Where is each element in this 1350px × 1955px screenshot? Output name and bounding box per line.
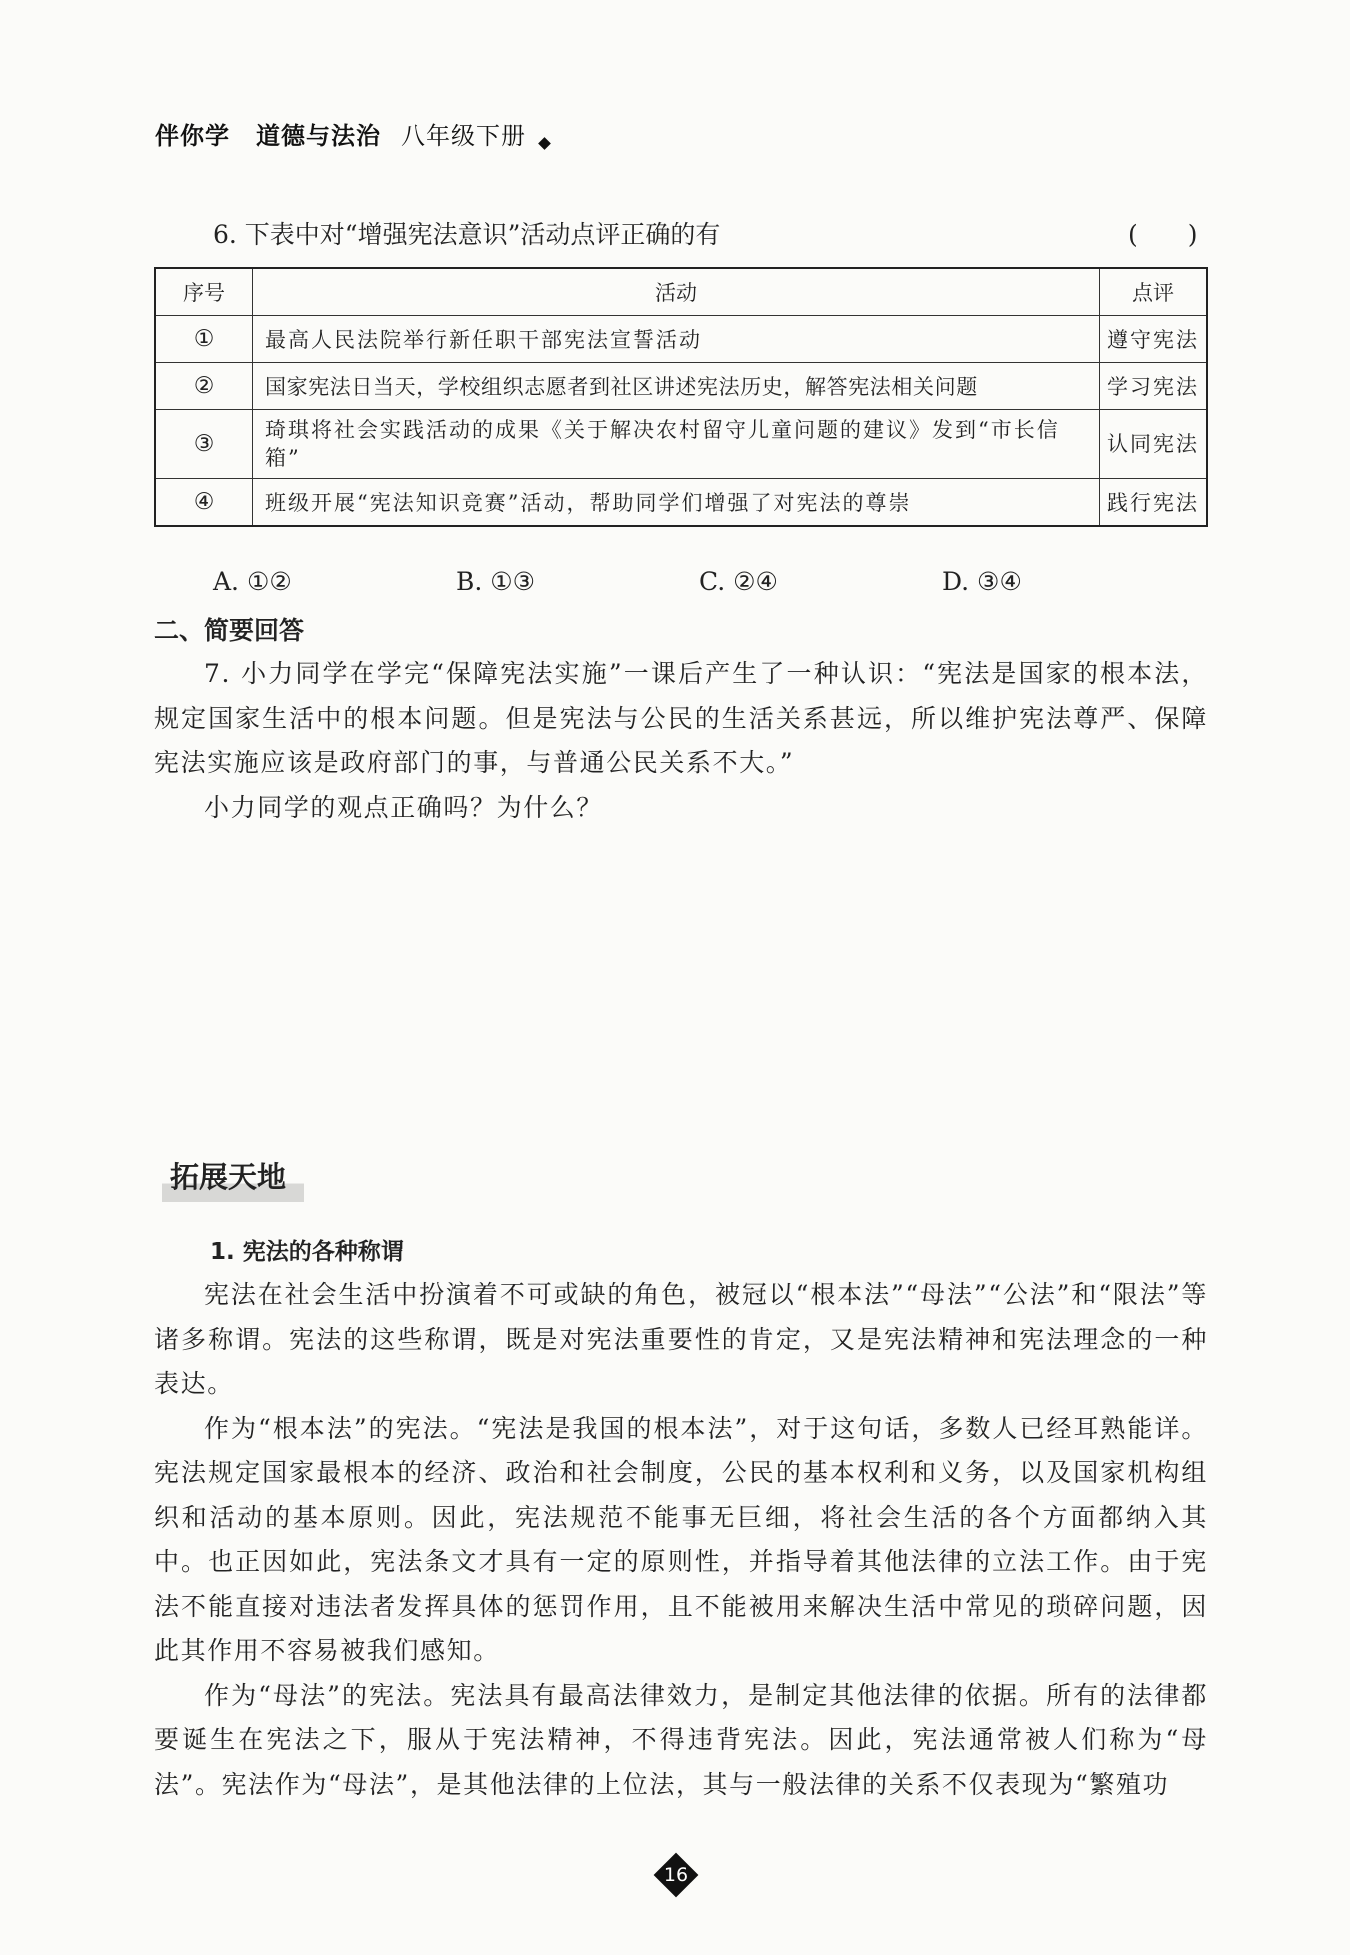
row-comment: 认同宪法 [1100,410,1208,479]
paragraph: 作为“根本法”的宪法。“宪法是我国的根本法”，对于这句话，多数人已经耳熟能详。宪法规定国家最根本的经济、政治和社会制度，公民的基本权利和义务，以及国家机构组织和活动的基本原则。因此，宪法规范不能事无巨细，将社会生活的各个方面都纳入其中。也正因如此，宪法条文才具有一定的原则性，并指导着其他法律的立法工作。由于宪法不能直接对违法者发挥具体的惩罚作用，且不能被用来解决生活中常见的琐碎问题，因此其作用不容易被我们感知。 [154,1413,1208,1665]
extension-heading: 1. 宪法的各种称谓 [210,1239,404,1265]
table-row [155,316,1207,363]
question-7 [154,652,1208,830]
option-a: A. ①② [213,567,292,596]
option-d: D. ③④ [942,567,1022,596]
row-activity: 琦琪将社会实践活动的成果《关于解决农村留守儿童问题的建议》发到“市长信箱” [253,410,1100,479]
diamond-icon [538,137,551,150]
row-activity: 班级开展“宪法知识竞赛”活动，帮助同学们增强了对宪法的尊崇 [253,479,1100,527]
col-header-num: 序号 [155,268,253,316]
row-comment: 学习宪法 [1100,363,1208,410]
question-6: 6. 下表中对“增强宪法意识”活动点评正确的有 [213,220,721,249]
col-header-activity: 活动 [253,268,1100,316]
paragraph: 宪法在社会生活中扮演着不可或缺的角色，被冠以“根本法”“母法”“公法”和“限法”等诸多称谓。宪法的这些称谓，既是对宪法重要性的肯定，又是宪法精神和宪法理念的一种表达。 [154,1280,1208,1398]
row-num: ① [155,316,253,363]
option-c: C. ②④ [699,567,778,596]
row-activity: 最高人民法院举行新任职干部宪法宣誓活动 [253,316,1100,363]
row-num: ③ [155,410,253,479]
col-header-comment: 点评 [1100,268,1208,316]
table-row [155,479,1207,527]
row-num: ② [155,363,253,410]
series-name: 伴你学 [155,122,230,150]
table-header-row [155,268,1207,316]
page-number-badge [654,1853,698,1897]
answer-blank: ( ) [1128,220,1198,249]
q7-ask: 小力同学的观点正确吗？为什么？ [204,792,604,822]
activity-table [154,267,1208,527]
row-comment: 践行宪法 [1100,479,1208,527]
section-2-title: 二、简要回答 [154,616,305,645]
row-num: ④ [155,479,253,527]
grade-name: 八年级下册 [401,122,526,150]
table-row [155,363,1207,410]
page-header [155,116,549,151]
table-row [155,410,1207,479]
extension-body [154,1273,1208,1807]
subject-name: 道德与法治 [256,122,381,150]
paragraph: 作为“母法”的宪法。宪法具有最高法律效力，是制定其他法律的依据。所有的法律都要诞生在宪法之下，服从于宪法精神，不得违背宪法。因此，宪法通常被人们称为“母法”。宪法作为“母法”，是其他法律的上位法，其与一般法律的关系不仅表现为“繁殖功 [154,1680,1208,1799]
row-activity: 国家宪法日当天，学校组织志愿者到社区讲述宪法历史，解答宪法相关问题 [253,363,1100,410]
option-b: B. ①③ [456,567,536,596]
row-comment: 遵守宪法 [1100,316,1208,363]
extension-title: 拓展天地 [162,1153,304,1202]
q7-text: 7. 小力同学在学完“保障宪法实施”一课后产生了一种认识：“宪法是国家的根本法，规定国家生活中的根本问题。但是宪法与公民的生活关系甚远，所以维护宪法尊严、保障宪法实施应该是政府部门的事，与普通公民关系不大。” [154,659,1208,777]
page-number: 16 [663,1864,689,1886]
